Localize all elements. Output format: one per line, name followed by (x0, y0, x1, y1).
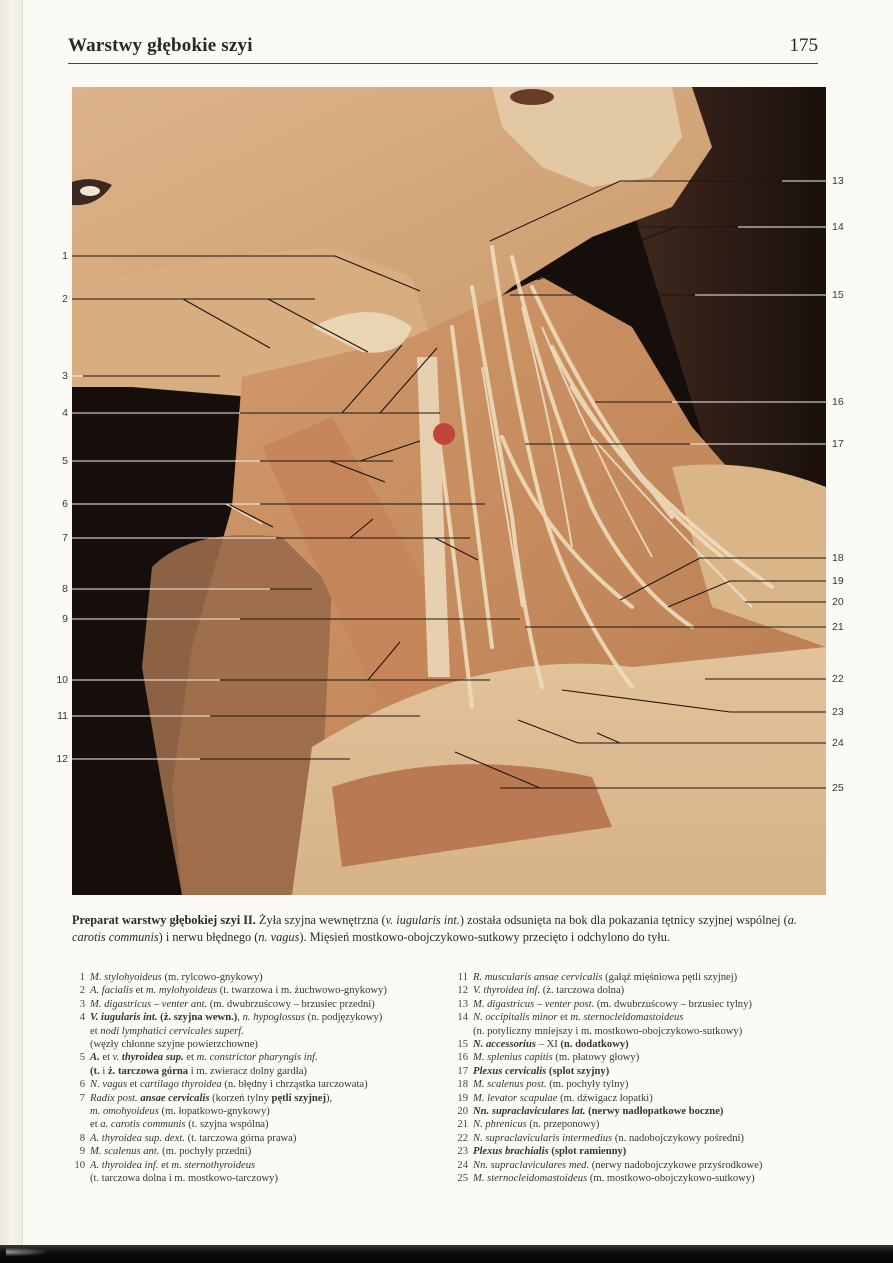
callout-8: 8 (62, 583, 68, 595)
polish-term: (t. szyjna wspólna) (185, 1119, 269, 1131)
legend-text (473, 1105, 834, 1118)
callout-10: 10 (56, 674, 68, 686)
legend-text (90, 998, 432, 1011)
legend-continuation (72, 1105, 432, 1118)
polish-term: (t. tarczowa górna prawa) (184, 1132, 297, 1144)
polish-term: (m. dźwigacz łopatki) (557, 1092, 653, 1104)
latin-term: thyroidea sup. (119, 1052, 184, 1064)
latin-term: m. sternothyroideus (171, 1159, 256, 1171)
latin-term: V. iugularis int. (90, 1012, 158, 1024)
legend-number: 24 (457, 1159, 468, 1171)
legend-entry-13 (454, 998, 834, 1011)
legend-entry-22 (454, 1132, 834, 1145)
legend-number: 13 (457, 998, 468, 1010)
latin-term: N. accessorius (473, 1039, 536, 1051)
legend-number: 5 (79, 1052, 85, 1064)
chapter-title: Warstwy głębokie szyi (68, 35, 253, 56)
polish-term: (n. nadobojczykowy pośredni) (612, 1132, 744, 1144)
caption-latin: n. vagus (258, 930, 300, 944)
legend-number: 20 (457, 1106, 468, 1118)
legend-text (473, 1132, 834, 1145)
caption-text: ) i nerwu błędnego ( (158, 930, 259, 944)
legend-entry-4 (72, 1011, 432, 1024)
legend-text (90, 1011, 432, 1024)
polish-term: (m. płatowy głowy) (552, 1052, 640, 1064)
legend-text (473, 998, 834, 1011)
legend-column-right (454, 971, 834, 1186)
legend-text (473, 984, 834, 997)
polish-term: (m. mostkowo-obojczykowo-sutkowy) (587, 1173, 755, 1185)
callout-15: 15 (832, 289, 844, 301)
legend-number: 3 (79, 998, 85, 1010)
callout-3: 3 (62, 370, 68, 382)
legend-number: 23 (457, 1146, 468, 1158)
legend-continuation (72, 1025, 432, 1038)
page-number: 175 (789, 35, 818, 56)
latin-term: Nn. supraclaviculares lat. (473, 1106, 586, 1118)
callout-21: 21 (832, 621, 844, 633)
legend-continuation (72, 1118, 432, 1131)
polish-term: et (90, 1025, 101, 1037)
legend-continuation (72, 1172, 432, 1185)
page-bottom-edge (0, 1245, 893, 1263)
polish-term: (nerwy nadłopatkowe boczne) (585, 1106, 724, 1118)
callout-5: 5 (62, 455, 68, 467)
latin-term: R. muscularis ansae cervicalis (473, 972, 603, 983)
callout-2: 2 (62, 293, 68, 305)
latin-term: N. occipitalis minor (473, 1012, 558, 1024)
legend-number: 16 (457, 1052, 468, 1064)
callout-11: 11 (57, 710, 68, 722)
legend-text (473, 1172, 834, 1185)
legend-continuation (72, 1038, 432, 1051)
figure-caption (72, 912, 832, 946)
legend-text (473, 1065, 834, 1078)
legend-number: 12 (457, 985, 468, 997)
latin-term: n. hypoglossus (242, 1012, 305, 1024)
legend-text (473, 1051, 834, 1064)
latin-term: m. sternocleidomastoideus (570, 1012, 684, 1024)
latin-term: v. (112, 1052, 120, 1064)
callout-13: 13 (832, 175, 844, 187)
callout-25: 25 (832, 782, 844, 794)
latin-term: M. sternocleidomastoideus (473, 1173, 588, 1185)
polish-term: (n. dodatkowy) (560, 1039, 629, 1051)
legend-text (90, 1145, 432, 1158)
legend-text (90, 1132, 432, 1145)
legend-entry-21 (454, 1118, 834, 1131)
latin-term: cartilago thyroidea (140, 1079, 222, 1091)
legend-number: 1 (79, 972, 85, 983)
latin-term: nodi lymphatici cervicales superf. (100, 1025, 244, 1037)
latin-term: Plexus cervicalis (473, 1065, 547, 1077)
legend-number: 17 (457, 1065, 468, 1077)
latin-term: M. scalenus post. (473, 1079, 547, 1091)
legend-number: 2 (79, 985, 85, 997)
polish-term: et (183, 1052, 197, 1064)
polish-term: pętli szyjnej (271, 1092, 326, 1104)
polish-term: (m. pochyły przedni) (159, 1146, 252, 1158)
legend-text (473, 971, 834, 984)
polish-term: (t. twarzowa i m. żuchwowo-gnykowy) (217, 985, 387, 997)
legend-entry-10 (72, 1159, 432, 1172)
callout-6: 6 (62, 498, 68, 510)
polish-term: et (99, 1052, 113, 1064)
callout-9: 9 (62, 613, 68, 625)
legend-entry-23 (454, 1145, 834, 1158)
legend-number: 11 (457, 972, 468, 983)
legend-text (90, 1159, 432, 1172)
polish-term: et (90, 1119, 101, 1131)
polish-term: (t. (90, 1065, 100, 1077)
book-spine-edge (0, 0, 23, 1245)
latin-term: m. mylohyoideus (145, 985, 218, 997)
running-head (68, 35, 818, 64)
latin-term: M. stylohyoideus (90, 972, 162, 983)
legend-text (473, 1145, 834, 1158)
latin-term: N. phrenicus (473, 1119, 527, 1131)
polish-term: (ż. szyjna wewn.) (157, 1012, 238, 1024)
latin-term: m. omohyoideus (90, 1106, 159, 1118)
legend-entry-12 (454, 984, 834, 997)
callout-18: 18 (832, 552, 844, 564)
latin-term: Radix post. (90, 1092, 138, 1104)
legend-entry-6 (72, 1078, 432, 1091)
latin-term: Nn. supraclaviculares med. (473, 1159, 590, 1171)
legend-entry-8 (72, 1132, 432, 1145)
legend-entry-18 (454, 1078, 834, 1091)
polish-term: (n. błędny i chrząstka tarczowata) (221, 1079, 368, 1091)
callout-14: 14 (832, 221, 844, 233)
legend-text (90, 1078, 432, 1091)
polish-term: (n. potyliczny mniejszy i m. mostkowo-obojczykowo-sutkowy) (473, 1025, 743, 1037)
legend-text (90, 1051, 432, 1064)
latin-term: N. supraclavicularis intermedius (473, 1132, 613, 1144)
callout-16: 16 (832, 396, 844, 408)
legend-entry-5 (72, 1051, 432, 1064)
legend-entry-16 (454, 1051, 834, 1064)
dissection-photograph (72, 87, 826, 895)
polish-term: (n. podjęzykowy) (304, 1012, 383, 1024)
legend-entry-1 (72, 971, 432, 984)
polish-term: (gałąź mięśniowa pętli szyjnej) (602, 972, 738, 983)
caption-latin: a. carotis communis (72, 913, 797, 944)
callout-12: 12 (56, 753, 68, 765)
latin-term: A. (90, 1052, 100, 1064)
legend-entry-24 (454, 1159, 834, 1172)
polish-term: , (237, 1012, 243, 1024)
polish-term: (t. tarczowa dolna i m. mostkowo-tarczowy) (90, 1173, 278, 1185)
legend-entry-17 (454, 1065, 834, 1078)
latin-term: N. vagus (90, 1079, 128, 1091)
caption-text: ). Mięsień mostkowo-obojczykowo-sutkowy przecięto i odchylono do tyłu. (299, 930, 670, 944)
latin-term: M. digastricus – venter ant. (90, 998, 208, 1010)
legend-continuation (72, 1065, 432, 1078)
legend-entry-20 (454, 1105, 834, 1118)
legend-text (473, 1092, 834, 1105)
legend-text (473, 1011, 834, 1024)
legend-number: 8 (79, 1132, 85, 1144)
legend-number: 9 (79, 1146, 85, 1158)
polish-term: (m. pochyły tylny) (546, 1079, 629, 1091)
latin-term: M. levator scapulae (473, 1092, 558, 1104)
polish-term: (m. łopatkowo-gnykowy) (158, 1106, 270, 1118)
callout-4: 4 (62, 407, 68, 419)
callout-17: 17 (832, 438, 844, 450)
legend-number: 19 (457, 1092, 468, 1104)
legend-number: 10 (74, 1159, 85, 1171)
latin-term: M. splenius capitis (473, 1052, 553, 1064)
legend-entry-9 (72, 1145, 432, 1158)
legend-entry-19 (454, 1092, 834, 1105)
legend-text (90, 984, 432, 997)
polish-term: (m. rylcowo-gnykowy) (161, 972, 263, 983)
polish-term: (n. przeponowy) (526, 1119, 600, 1131)
latin-term: M. digastricus – venter post. (473, 998, 595, 1010)
polish-term: i m. zwieracz dolny gardła) (188, 1065, 307, 1077)
caption-text: Żyła szyjna wewnętrzna ( (255, 913, 386, 927)
callout-19: 19 (832, 575, 844, 587)
caption-latin: v. iugularis int. (385, 913, 460, 927)
polish-term: ż. tarczowa górna (107, 1065, 189, 1077)
polish-term: et (557, 1012, 571, 1024)
polish-term: et (127, 1079, 141, 1091)
legend-number: 6 (79, 1079, 85, 1091)
legend-continuation (454, 1025, 834, 1038)
latin-term: M. scalenus ant. (90, 1146, 160, 1158)
legend-text (473, 1078, 834, 1091)
legend-entry-15 (454, 1038, 834, 1051)
legend-text (473, 1118, 834, 1131)
legend-number: 14 (457, 1012, 468, 1024)
legend-entry-2 (72, 984, 432, 997)
legend-text (473, 1159, 834, 1172)
latin-term: V. thyroidea inf. (473, 985, 541, 997)
legend-number: 22 (457, 1132, 468, 1144)
polish-term: (splot szyjny) (546, 1065, 610, 1077)
legend-text (90, 1092, 432, 1105)
polish-term: ), (325, 1092, 333, 1104)
polish-term: (m. dwubrzuścowy – brzusiec tylny) (594, 998, 752, 1010)
latin-term: ansae cervicalis (137, 1092, 210, 1104)
latin-term: Plexus brachialis (473, 1146, 549, 1158)
legend-number: 15 (457, 1039, 468, 1051)
callout-23: 23 (832, 706, 844, 718)
legend-number: 25 (457, 1173, 468, 1185)
polish-term: et (158, 1159, 172, 1171)
legend-number: 18 (457, 1079, 468, 1091)
polish-term: (m. dwubrzuścowy – brzusiec przedni) (207, 998, 375, 1010)
callout-24: 24 (832, 737, 844, 749)
polish-term: et (132, 985, 146, 997)
legend-entry-11 (454, 971, 834, 984)
caption-text: ) została odsunięta na bok dla pokazania tętnicy szyjnej wspólnej ( (459, 913, 788, 927)
callout-20: 20 (832, 596, 844, 608)
polish-term: – XI (535, 1039, 561, 1051)
legend-entry-14 (454, 1011, 834, 1024)
callout-22: 22 (832, 673, 844, 685)
legend-number: 7 (79, 1092, 85, 1104)
polish-term: (ż. tarczowa dolna) (540, 985, 625, 997)
legend-column-left (72, 971, 432, 1186)
legend-number: 21 (457, 1119, 468, 1131)
latin-term: a. carotis communis (100, 1119, 186, 1131)
legend-number: 4 (79, 1012, 85, 1024)
legend-entry-3 (72, 998, 432, 1011)
legend-text (473, 1038, 834, 1051)
latin-term: A. thyroidea sup. dext. (90, 1132, 185, 1144)
callout-1: 1 (62, 250, 68, 262)
legend-entry-7 (72, 1092, 432, 1105)
latin-term: A. facialis (90, 985, 133, 997)
caption-lead: Preparat warstwy głębokiej szyi II. (72, 913, 256, 927)
polish-term: (splot ramienny) (548, 1146, 627, 1158)
latin-term: A. thyroidea inf. (90, 1159, 159, 1171)
legend-entry-25 (454, 1172, 834, 1185)
polish-term: i (99, 1065, 108, 1077)
latin-term: m. constrictor pharyngis inf. (196, 1052, 318, 1064)
dissection-illustration (72, 87, 826, 895)
callout-7: 7 (62, 532, 68, 544)
legend-text (90, 971, 432, 984)
polish-term: (nerwy nadobojczykowe przyśrodkowe) (589, 1159, 763, 1171)
polish-term: (korzeń tylny (209, 1092, 272, 1104)
polish-term: (węzły chłonne szyjne powierzchowne) (90, 1039, 258, 1051)
